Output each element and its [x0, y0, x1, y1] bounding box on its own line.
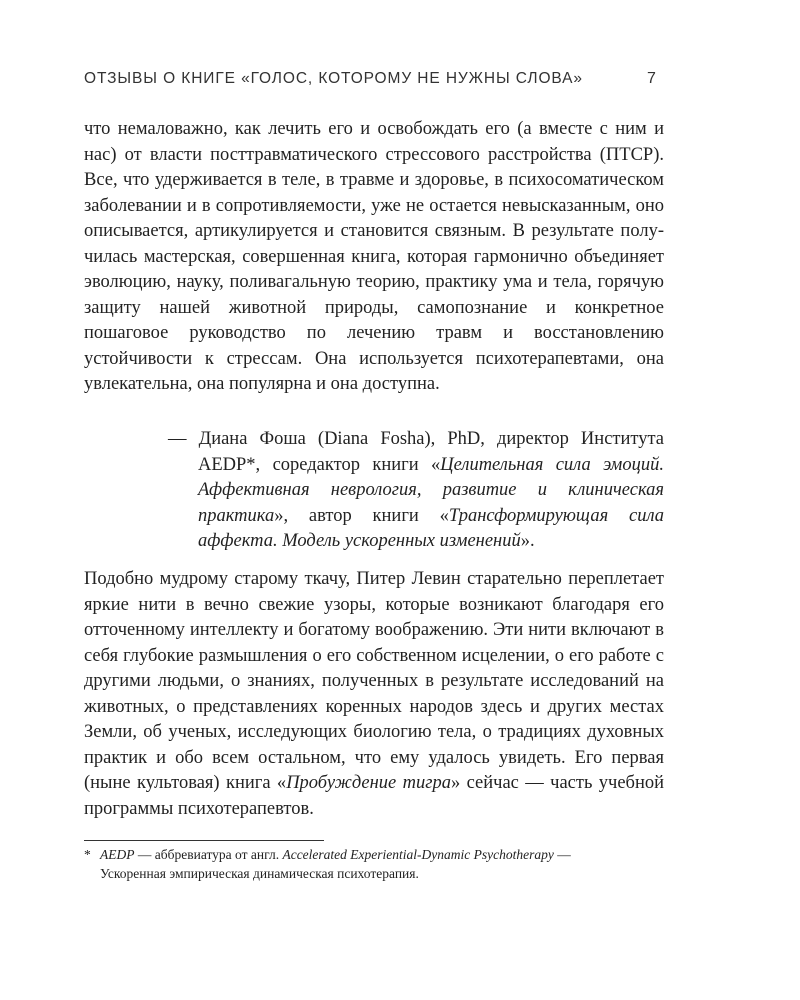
review-paragraph-2 [84, 567, 664, 822]
review-attribution [168, 427, 664, 555]
footnote-dash: — [553, 847, 571, 862]
footnote-divider [84, 840, 324, 841]
footnote-term: AEDP [100, 847, 135, 862]
review-paragraph-2-text: Подобно мудрому старому ткачу, Питер Левин старательно переплетает яркие нити в вечно свежие узоры, которые возникают благодаря его отточенному интеллекту и богатому воображению. Эти нити включают в себя глубокие размышления о его собственном исцелении, о его работе с другими людьми, о знаниях, полученных в результате исследований на животных, о представлениях коренных народов здесь и других местах Земли, об ученых, исследующих биологию тела, о традициях духовных практик и обо всем остальном, что ему удалось увидеть. Его первая (ныне культовая) книга « [84, 569, 664, 793]
review-paragraph-2-book-title: Пробуждение тигра [286, 773, 451, 793]
footnote-lead: — аббревиатура от англ. [134, 847, 283, 862]
attribution-mid: », автор книги « [274, 505, 449, 526]
attribution-book-title-1: Целительная сила эмоций. Аффективная неврология, развитие и клиническая практика [198, 454, 664, 526]
attribution-lead: — Диана Фоша (Diana Fosha), PhD, директор Института AEDP*, соредактор книги « [168, 429, 664, 475]
footnote-english-term: Accelerated Experiential-Dynamic Psychotherapy [282, 847, 554, 862]
running-head-title: ОТЗЫВЫ О КНИГЕ «ГОЛОС, КОТОРОМУ НЕ НУЖНЫ СЛОВА» [84, 70, 583, 87]
footnote-translation: Ускоренная эмпирическая динамическая психотерапия. [100, 866, 419, 881]
attribution-book-title-2: Трансформирующая сила аффекта. Модель ускоренных изменений [198, 505, 665, 551]
review-paragraph-1: что немаловажно, как лечить его и освобождать его (а вместе с ним и нас) от власти посттравматического стрессового расстройства (ПТСР). Все, что удерживается в теле, в травме и здоровье, в психосоматическом заболевании и в сопротивляемости, уже не остается невысказанным, оно описывается, артикулируется и становится связным. В результате получилась мастерская, совершенная книга, которая гармонично объединяет эволюцию, науку, поливагальную теорию, практику ума и тела, горячую защиту нашей животной природы, самопознание и конкретное пошаговое руководство по лечению травм и восстановлению устойчивости к стрессам. Она используется психотерапевтами, она увлекательна, она популярна и она доступна. [84, 119, 664, 394]
attribution-end: ». [520, 531, 535, 551]
footnote-marker: * [84, 847, 91, 862]
footnote [84, 845, 664, 883]
page-number: 7 [647, 70, 656, 87]
review-paragraph-2-tail: » сейчас — часть учебной программы психотерапевтов. [84, 773, 664, 819]
